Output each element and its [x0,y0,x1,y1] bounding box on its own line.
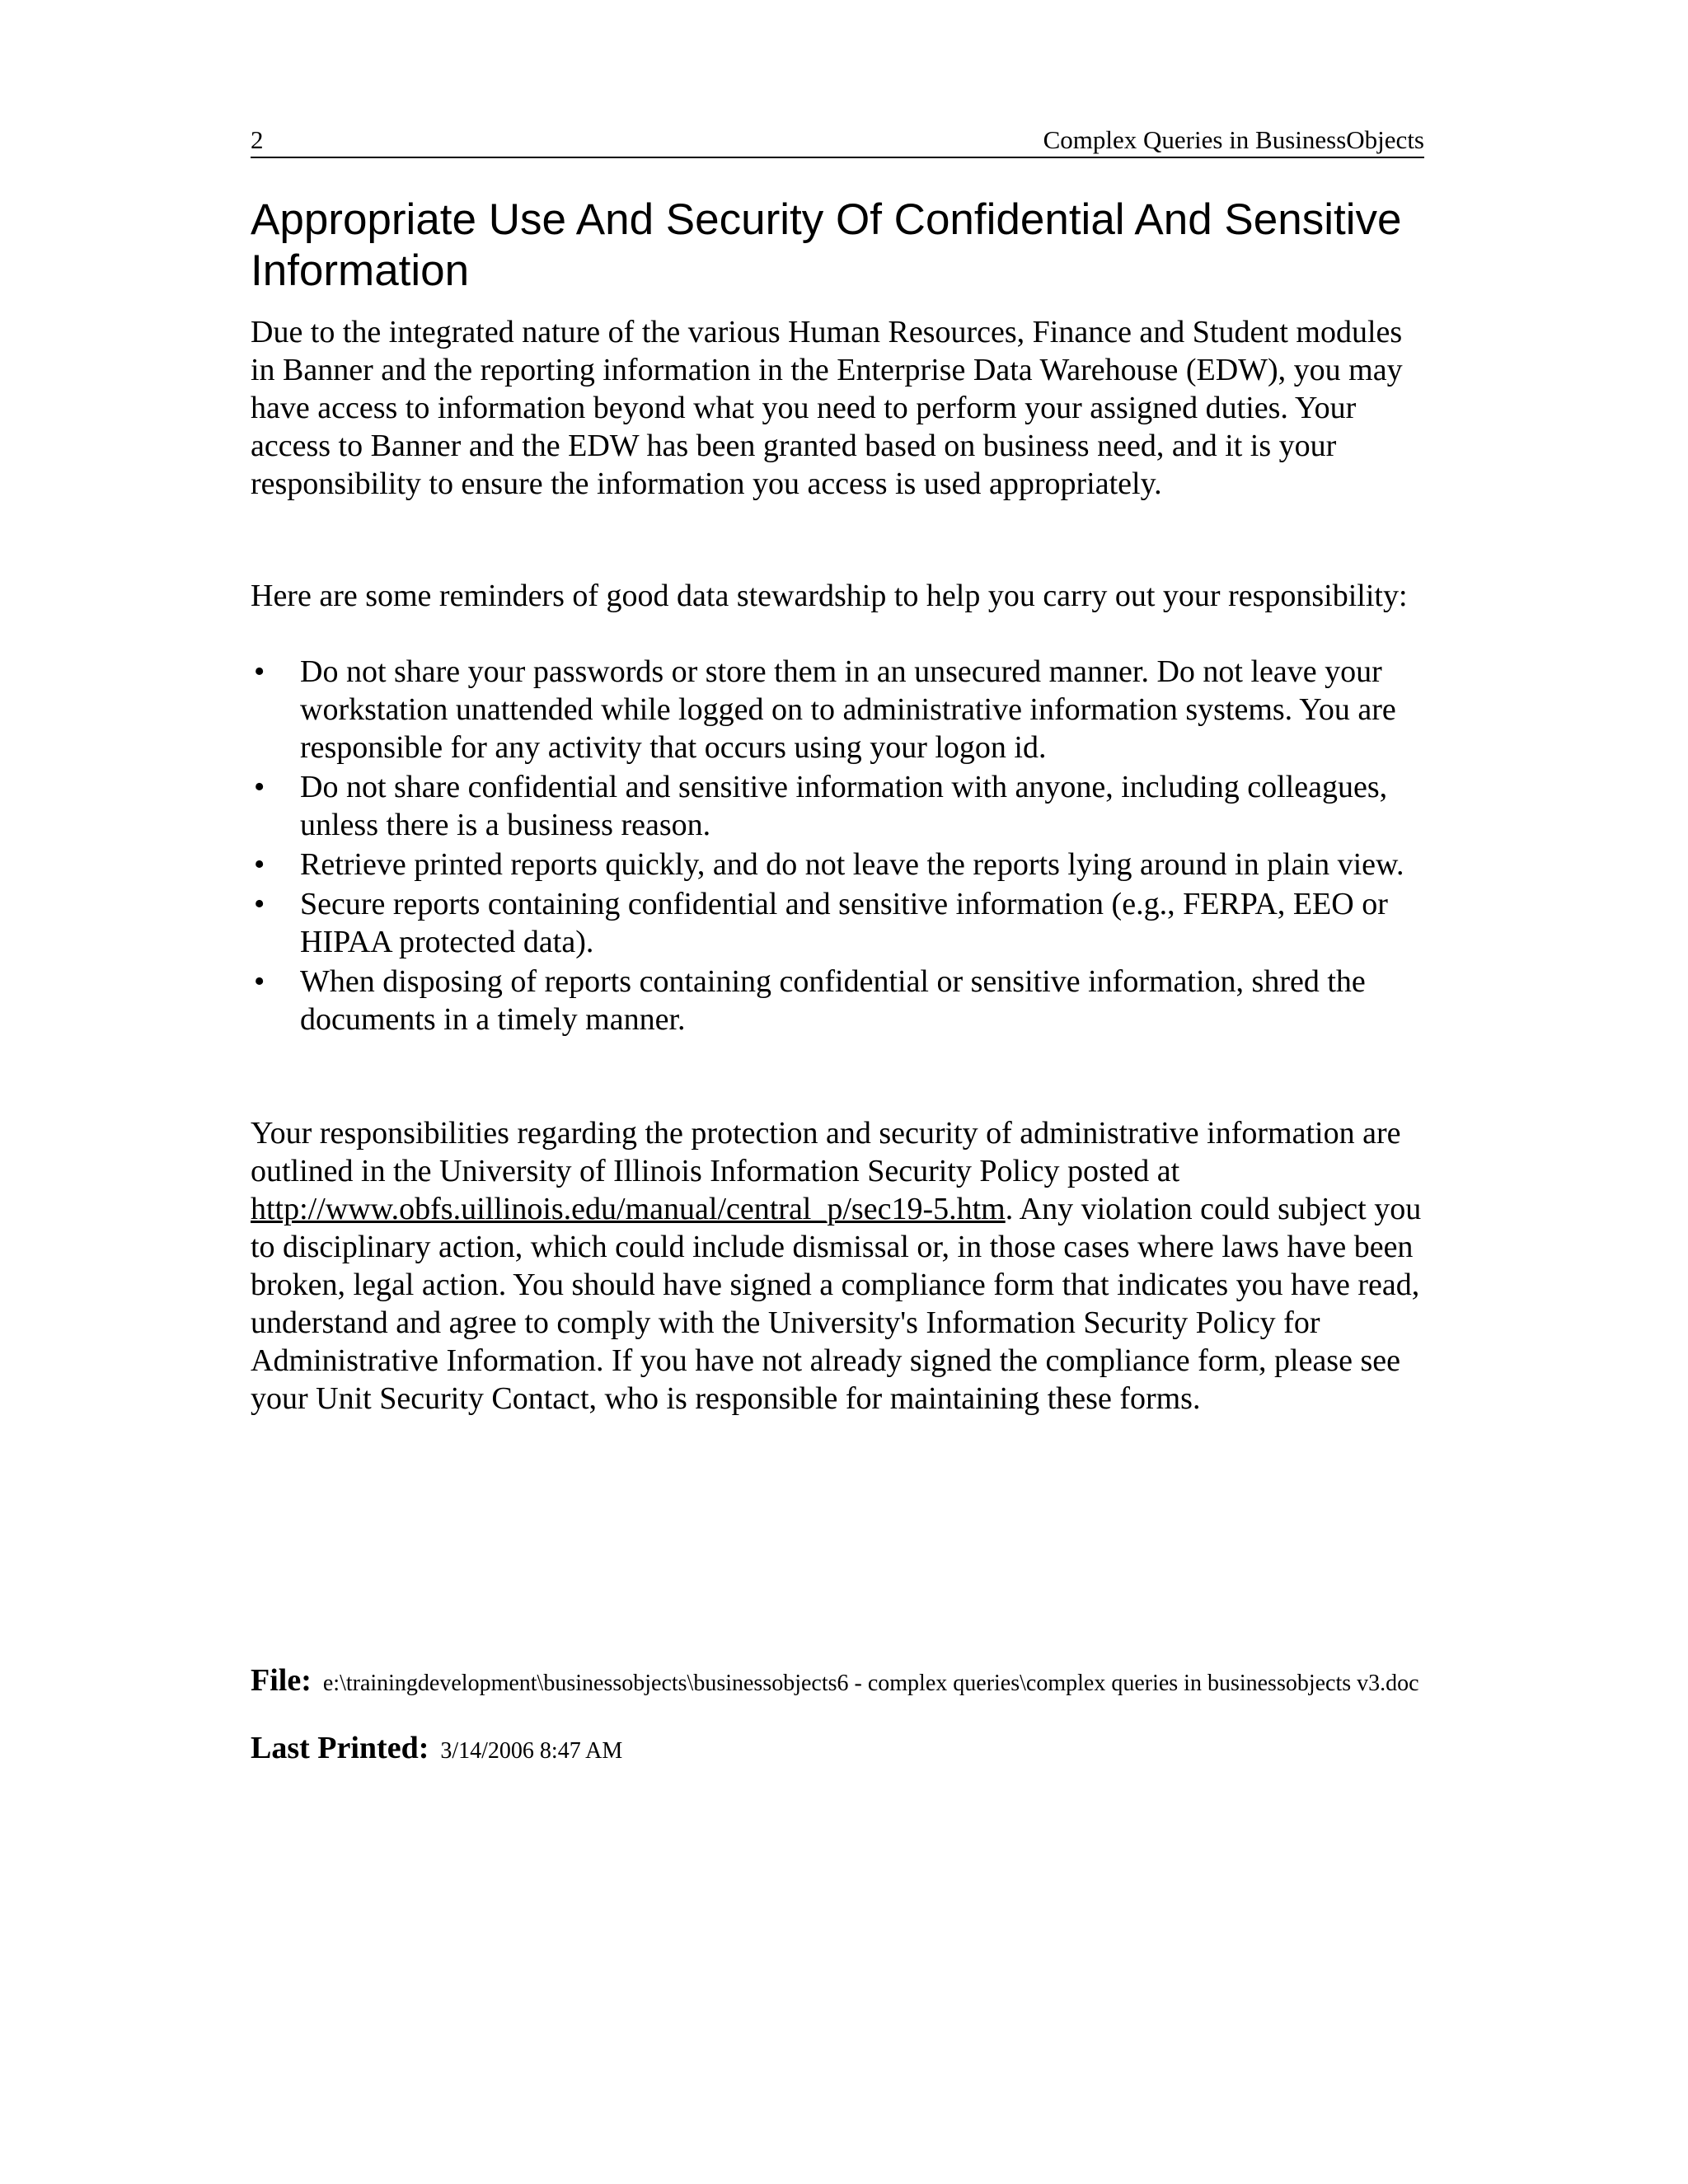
list-item [251,768,1429,844]
bullet-icon: • [254,847,265,882]
list-item [251,885,1429,961]
file-label: File: [251,1663,312,1698]
page-number: 2 [251,125,264,154]
responsibilities-text-start: Your responsibilities regarding the protection and security of administrative information are outlined in the University of Illinois Information Security Policy posted at [251,1116,1401,1188]
responsibilities-paragraph [251,1114,1429,1418]
document-title: Complex Queries in BusinessObjects [1043,125,1424,154]
list-item [251,846,1429,883]
last-printed-info [251,1729,1429,1770]
security-policy-link[interactable]: http://www.obfs.uillinois.edu/manual/central_p/sec19-5.htm [251,1192,1006,1226]
list-item-text: Retrieve printed reports quickly, and do not leave the reports lying around in plain view. [300,847,1404,882]
reminders-list [251,653,1429,1040]
reminders-lead-paragraph: Here are some reminders of good data stewardship to help you carry out your responsibility: [251,579,1408,613]
intro-paragraph: Due to the integrated nature of the various Human Resources, Finance and Student modules in Banner and the reporting information in the Enterprise Data Warehouse (EDW), you may have access to information beyond what you need to perform your assigned duties. Your access to Banner and the EDW has been granted based on business need, and it is your responsibility to ensure the information you access is used appropriately. [251,315,1403,501]
bullet-icon: • [254,770,265,804]
file-info [251,1663,1429,1698]
list-item-text: Secure reports containing confidential and sensitive information (e.g., FERPA, EEO or HIPAA protected data). [300,887,1388,959]
bullet-icon: • [254,887,265,921]
list-item-text: Do not share confidential and sensitive information with anyone, including colleagues, unless there is a business reason. [300,770,1388,842]
section-heading: Appropriate Use And Security Of Confidential And Sensitive Information [251,195,1402,295]
list-item-text: Do not share your passwords or store them in an unsecured manner. Do not leave your workstation unattended while logged on to administrative information systems. You are responsible for any activity that occurs using your logon id. [300,654,1396,765]
list-item [251,963,1429,1038]
page-header [251,124,1424,158]
bullet-icon: • [254,654,265,689]
responsibilities-text-end: . Any violation could subject you to disciplinary action, which could include dismissal or, in those cases where laws have been broken, legal action. You should have signed a compliance form that indicates you have read, understand and agree to comply with the University's Information Security Policy for Administrative Information. If you have not already signed the compliance form, please see your Unit Security Contact, who is responsible for maintaining these forms. [251,1192,1422,1416]
last-printed-label: Last Printed: [251,1731,429,1765]
list-item-text: When disposing of reports containing confidential or sensitive information, shred the documents in a timely manner. [300,964,1366,1037]
bullet-icon: • [254,964,265,999]
last-printed-value: 3/14/2006 8:47 AM [440,1738,623,1764]
file-path: e:\trainingdevelopment\businessobjects\businessobjects6 - complex queries\complex queries in businessobjects v3.doc [322,1671,1419,1696]
list-item [251,653,1429,766]
